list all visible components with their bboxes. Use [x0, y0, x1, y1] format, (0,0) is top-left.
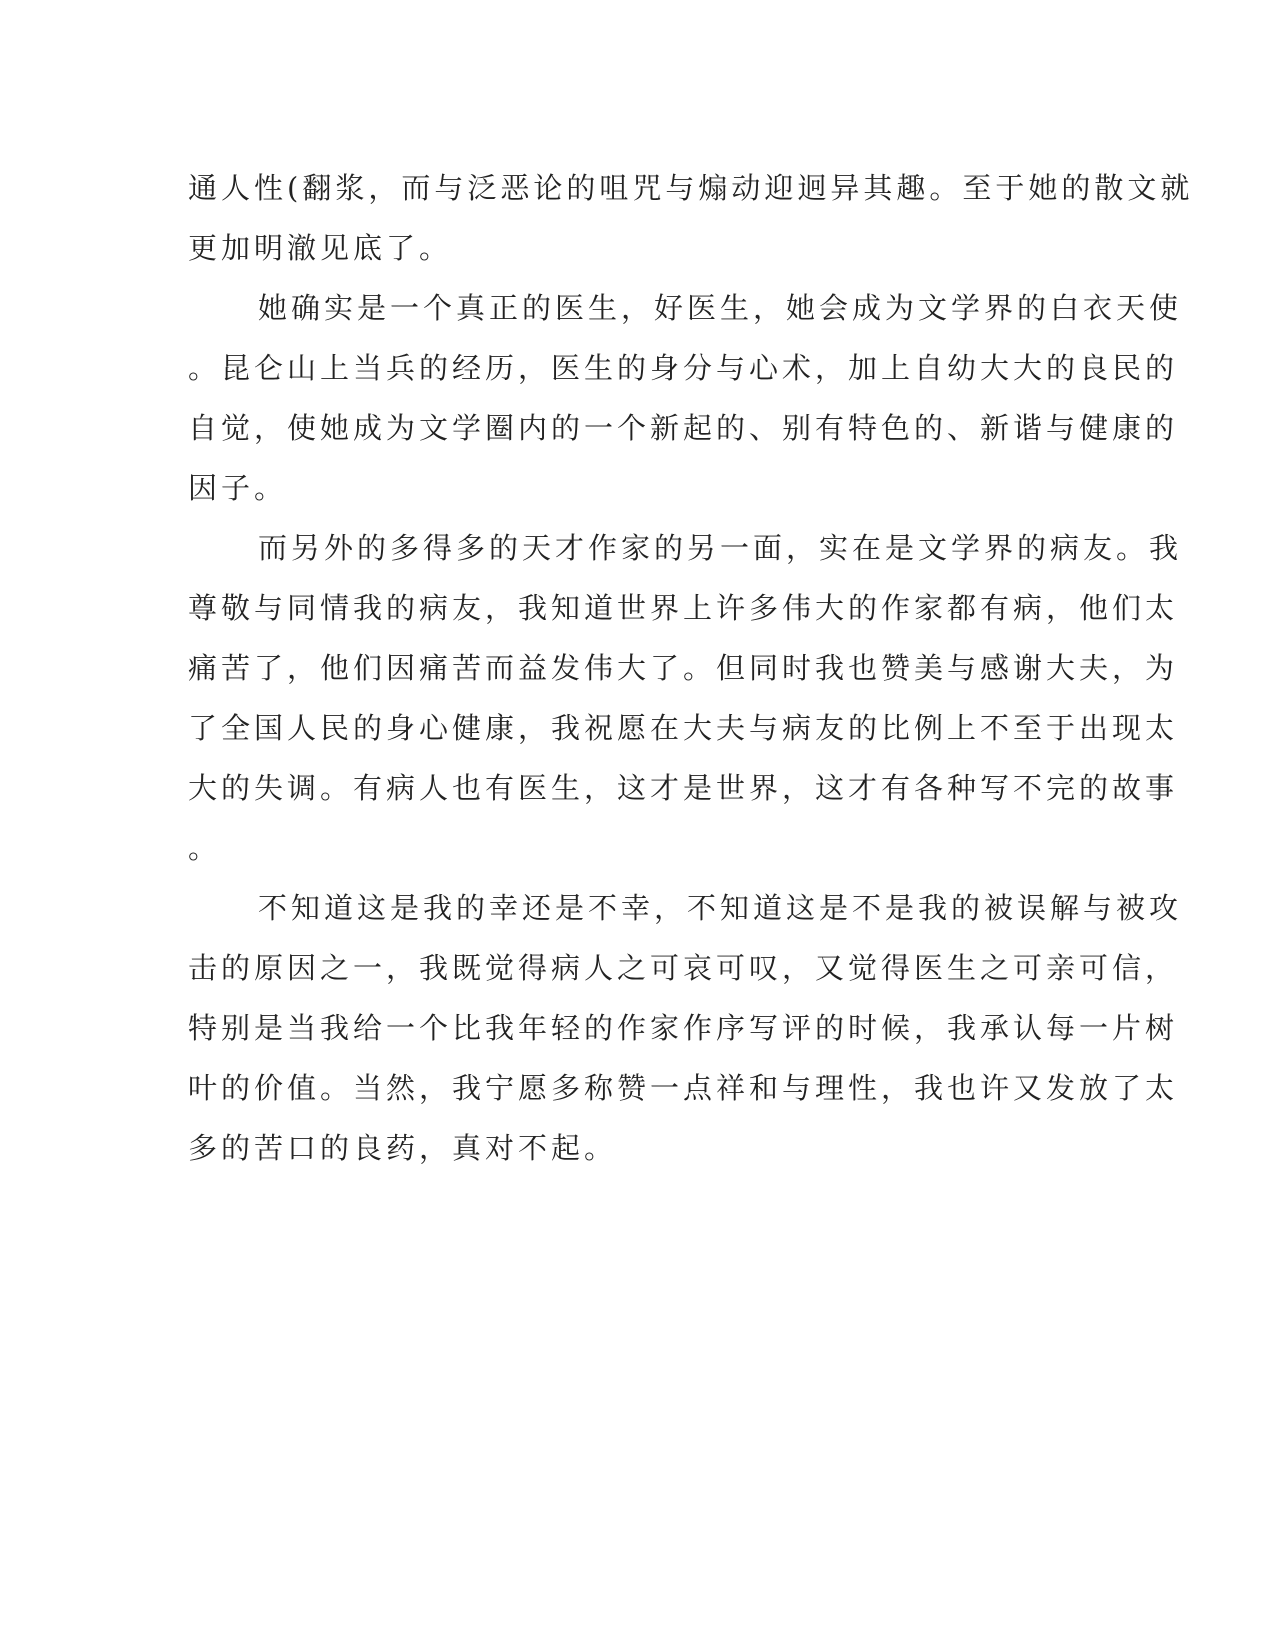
- body-text: [188, 158, 1194, 1178]
- paragraph-first-line: 不知道这是我的幸还是不幸，不知道这是不是我的被误解与被攻: [258, 891, 1183, 925]
- text-line: 尊敬与同情我的病友，我知道世界上许多伟大的作家都有病，他们太: [188, 591, 1179, 625]
- text-line: 痛苦了，他们因痛苦而益发伟大了。但同时我也赞美与感谢大夫，为: [188, 651, 1179, 685]
- text-line: 自觉，使她成为文学圈内的一个新起的、别有特色的、新谐与健康的: [188, 411, 1179, 445]
- text-line: 了全国人民的身心健康，我祝愿在大夫与病友的比例上不至于出现太: [188, 711, 1179, 745]
- text-line: 大的失调。有病人也有医生，这才是世界，这才有各种写不完的故事: [188, 771, 1179, 805]
- paragraph-first-line: 她确实是一个真正的医生，好医生，她会成为文学界的白衣天使: [258, 291, 1183, 325]
- text-line: 多的苦口的良药，真对不起。: [188, 1131, 618, 1165]
- text-line: 击的原因之一，我既觉得病人之可哀可叹，又觉得医生之可亲可信，: [188, 951, 1179, 985]
- text-line: 。昆仑山上当兵的经历，医生的身分与心术，加上自幼大大的良民的: [188, 351, 1179, 385]
- text-line: 叶的价值。当然，我宁愿多称赞一点祥和与理性，我也许又发放了太: [188, 1071, 1179, 1105]
- text-line: 。: [188, 831, 222, 865]
- text-line: 通人性(翻浆，而与泛恶论的咀咒与煽动迎迥异其趣。至于她的散文就: [188, 171, 1194, 205]
- paragraph-first-line: 而另外的多得多的天才作家的另一面，实在是文学界的病友。我: [258, 531, 1183, 565]
- text-line: 因子。: [188, 471, 288, 505]
- text-line: 更加明澈见底了。: [188, 231, 453, 265]
- text-line: 特别是当我给一个比我年轻的作家作序写评的时候，我承认每一片树: [188, 1011, 1179, 1045]
